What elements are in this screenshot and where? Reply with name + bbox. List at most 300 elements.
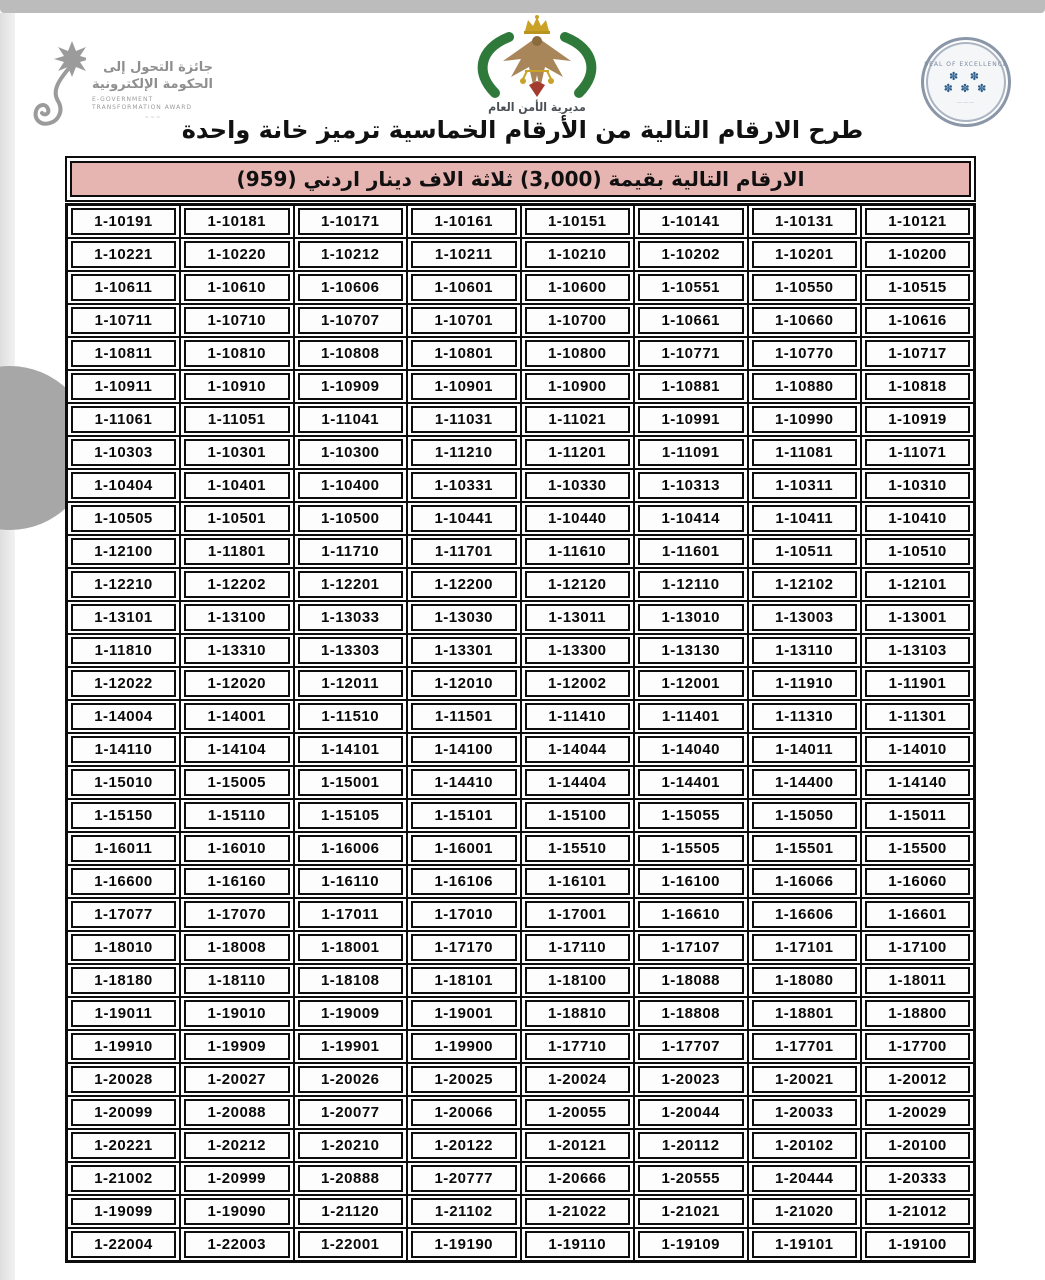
plate-number: 1-10660: [752, 307, 858, 334]
table-cell: [294, 898, 408, 931]
plate-number: 1-20333: [865, 1165, 970, 1192]
plate-number: 1-20099: [71, 1099, 176, 1126]
plate-number: 1-10410: [865, 505, 970, 532]
table-cell: [407, 304, 521, 337]
plate-number: 1-12102: [752, 571, 858, 598]
table-cell: [521, 1195, 635, 1228]
table-cell: [294, 403, 408, 436]
plate-number: 1-11501: [411, 703, 517, 730]
table-cell: [294, 1195, 408, 1228]
plate-number: 1-17010: [411, 901, 517, 928]
table-cell: [634, 370, 748, 403]
table-cell: [748, 799, 862, 832]
plate-number: 1-20212: [184, 1132, 290, 1159]
table-cell: [180, 766, 294, 799]
table-cell: [634, 469, 748, 502]
table-row: [67, 634, 975, 667]
table-cell: [748, 964, 862, 997]
table-cell: [521, 568, 635, 601]
plate-number: 1-15105: [298, 802, 404, 829]
table-cell: [67, 1129, 181, 1162]
plate-number: 1-10414: [638, 505, 744, 532]
table-cell: [634, 568, 748, 601]
plate-number: 1-14101: [298, 736, 404, 763]
table-cell: [634, 733, 748, 766]
table-cell: [67, 370, 181, 403]
table-cell: [294, 568, 408, 601]
table-cell: [67, 1162, 181, 1195]
table-cell: [748, 238, 862, 271]
plate-number: 1-18008: [184, 934, 290, 961]
plate-number: 1-13010: [638, 604, 744, 631]
table-cell: [861, 238, 975, 271]
plate-number: 1-16011: [71, 835, 176, 862]
plate-number: 1-18001: [298, 934, 404, 961]
plate-number: 1-20210: [298, 1132, 404, 1159]
plate-number: 1-14010: [865, 736, 970, 763]
plate-number: 1-11801: [184, 538, 290, 565]
plate-number: 1-14040: [638, 736, 744, 763]
plate-number: 1-19900: [411, 1033, 517, 1060]
plate-number: 1-10400: [298, 472, 404, 499]
plate-number: 1-10511: [752, 538, 858, 565]
table-row: [67, 436, 975, 469]
table-cell: [521, 1096, 635, 1129]
plate-number: 1-14104: [184, 736, 290, 763]
table-cell: [180, 403, 294, 436]
plate-number: 1-21020: [752, 1198, 858, 1225]
award-english-line2: TRANSFORMATION AWARD: [92, 104, 192, 112]
table-cell: [407, 733, 521, 766]
table-cell: [407, 601, 521, 634]
table-cell: [748, 865, 862, 898]
public-security-emblem: [447, 15, 627, 120]
plate-number: 1-13301: [411, 637, 517, 664]
plate-number: 1-11041: [298, 406, 404, 433]
table-cell: [861, 271, 975, 304]
table-cell: [294, 1162, 408, 1195]
table-cell: [634, 667, 748, 700]
table-cell: [521, 634, 635, 667]
table-cell: [294, 700, 408, 733]
table-row: [67, 304, 975, 337]
table-cell: [407, 568, 521, 601]
table-cell: [861, 205, 975, 239]
plate-number: 1-11091: [638, 439, 744, 466]
table-cell: [634, 1228, 748, 1262]
table-row: [67, 865, 975, 898]
plate-number: 1-18101: [411, 967, 517, 994]
plate-number: 1-10212: [298, 241, 404, 268]
plate-number: 1-15100: [525, 802, 631, 829]
plate-number: 1-21022: [525, 1198, 631, 1225]
table-cell: [180, 997, 294, 1030]
table-cell: [861, 964, 975, 997]
table-row: [67, 337, 975, 370]
plate-number: 1-11410: [525, 703, 631, 730]
plate-number: 1-19909: [184, 1033, 290, 1060]
plate-number: 1-10221: [71, 241, 176, 268]
table-cell: [634, 997, 748, 1030]
table-cell: [861, 799, 975, 832]
plate-number: 1-13033: [298, 604, 404, 631]
plate-number: 1-11710: [298, 538, 404, 565]
table-cell: [861, 1195, 975, 1228]
plate-number: 1-10440: [525, 505, 631, 532]
numbers-table: [65, 203, 976, 1263]
plate-number: 1-10404: [71, 472, 176, 499]
table-cell: [180, 535, 294, 568]
scan-margin-artifact: [0, 13, 15, 1280]
table-cell: [67, 997, 181, 1030]
table-cell: [861, 832, 975, 865]
plate-number: 1-10441: [411, 505, 517, 532]
plate-number: 1-11081: [752, 439, 858, 466]
plate-number: 1-18810: [525, 1000, 631, 1027]
plate-number: 1-20029: [865, 1099, 970, 1126]
table-cell: [521, 733, 635, 766]
table-cell: [67, 898, 181, 931]
plate-number: 1-10616: [865, 307, 970, 334]
plate-number: 1-10800: [525, 340, 631, 367]
plate-number: 1-13103: [865, 637, 970, 664]
table-cell: [180, 238, 294, 271]
table-cell: [521, 370, 635, 403]
table-cell: [521, 238, 635, 271]
plate-number: 1-20033: [752, 1099, 858, 1126]
plate-number: 1-10711: [71, 307, 176, 334]
plate-number: 1-18808: [638, 1000, 744, 1027]
plate-number: 1-20777: [411, 1165, 517, 1192]
plate-number: 1-15001: [298, 769, 404, 796]
table-cell: [861, 667, 975, 700]
table-cell: [294, 1030, 408, 1063]
plate-number: 1-12020: [184, 670, 290, 697]
scan-edge-artifact: [0, 0, 1045, 13]
plate-number: 1-10303: [71, 439, 176, 466]
award-english-line1: E-GOVERNMENT: [92, 95, 154, 103]
plate-number: 1-19190: [411, 1231, 517, 1258]
plate-number: 1-13110: [752, 637, 858, 664]
emblem-caption: مديرية الأمن العام: [488, 100, 586, 115]
table-cell: [294, 766, 408, 799]
price-banner-frame: [65, 156, 976, 202]
plate-number: 1-21102: [411, 1198, 517, 1225]
plate-number: 1-21012: [865, 1198, 970, 1225]
table-cell: [294, 436, 408, 469]
table-cell: [180, 700, 294, 733]
plate-number: 1-12001: [638, 670, 744, 697]
plate-number: 1-10501: [184, 505, 290, 532]
plate-number: 1-15505: [638, 835, 744, 862]
table-cell: [748, 1162, 862, 1195]
table-cell: [748, 271, 862, 304]
plate-number: 1-10300: [298, 439, 404, 466]
plate-number: 1-17101: [752, 934, 858, 961]
plate-number: 1-20444: [752, 1165, 858, 1192]
table-cell: [294, 733, 408, 766]
plate-number: 1-19010: [184, 1000, 290, 1027]
table-cell: [861, 436, 975, 469]
plate-number: 1-20024: [525, 1066, 631, 1093]
award-arabic-line1: جائزة التحول إلى: [103, 60, 213, 76]
plate-number: 1-16110: [298, 868, 404, 895]
table-row: [67, 667, 975, 700]
plate-number: 1-10701: [411, 307, 517, 334]
plate-number: 1-13101: [71, 604, 176, 631]
plate-number: 1-20121: [525, 1132, 631, 1159]
plate-number: 1-10661: [638, 307, 744, 334]
table-cell: [861, 535, 975, 568]
plate-number: 1-17701: [752, 1033, 858, 1060]
table-cell: [521, 403, 635, 436]
plate-number: 1-15510: [525, 835, 631, 862]
plate-number: 1-13011: [525, 604, 631, 631]
table-cell: [634, 535, 748, 568]
table-cell: [407, 931, 521, 964]
table-cell: [748, 634, 862, 667]
table-cell: [67, 502, 181, 535]
plate-number: 1-10181: [184, 208, 290, 235]
plate-number: 1-10910: [184, 373, 290, 400]
plate-number: 1-16610: [638, 901, 744, 928]
table-cell: [634, 601, 748, 634]
table-cell: [407, 238, 521, 271]
table-row: [67, 931, 975, 964]
plate-number: 1-14011: [752, 736, 858, 763]
plate-number: 1-19009: [298, 1000, 404, 1027]
table-cell: [407, 667, 521, 700]
table-cell: [407, 271, 521, 304]
table-cell: [748, 931, 862, 964]
table-cell: [861, 403, 975, 436]
table-cell: [294, 1096, 408, 1129]
plate-number: 1-10710: [184, 307, 290, 334]
seal-stars-icon: ✽ ✽ ✽ ✽ ✽: [943, 69, 989, 95]
table-cell: [521, 1129, 635, 1162]
table-cell: [634, 304, 748, 337]
plate-number: 1-20077: [298, 1099, 404, 1126]
table-cell: [521, 964, 635, 997]
table-cell: [634, 436, 748, 469]
table-cell: [180, 964, 294, 997]
table-cell: [294, 271, 408, 304]
table-cell: [407, 1129, 521, 1162]
table-cell: [861, 1030, 975, 1063]
plate-number: 1-10515: [865, 274, 970, 301]
table-cell: [521, 931, 635, 964]
page-title: طرح الارقام التالية من الأرقام الخماسية ترميز خانة واحدة: [181, 116, 864, 144]
plate-number: 1-18010: [71, 934, 176, 961]
table-cell: [294, 370, 408, 403]
plate-number: 1-11901: [865, 670, 970, 697]
plate-number: 1-10808: [298, 340, 404, 367]
table-cell: [180, 1096, 294, 1129]
plate-number: 1-18108: [298, 967, 404, 994]
plate-number: 1-21002: [71, 1165, 176, 1192]
table-cell: [180, 1162, 294, 1195]
plate-number: 1-17011: [298, 901, 404, 928]
plate-number: 1-20028: [71, 1066, 176, 1093]
table-cell: [861, 700, 975, 733]
plate-number: 1-10909: [298, 373, 404, 400]
plate-number: 1-19001: [411, 1000, 517, 1027]
table-cell: [861, 469, 975, 502]
table-cell: [294, 634, 408, 667]
table-cell: [180, 1228, 294, 1262]
table-cell: [634, 766, 748, 799]
table-cell: [521, 766, 635, 799]
table-cell: [521, 1030, 635, 1063]
plate-number: 1-12200: [411, 571, 517, 598]
table-cell: [407, 997, 521, 1030]
plate-number: 1-11810: [71, 637, 176, 664]
plate-number: 1-12201: [298, 571, 404, 598]
plate-number: 1-19090: [184, 1198, 290, 1225]
plate-number: 1-17170: [411, 934, 517, 961]
plate-number: 1-12101: [865, 571, 970, 598]
plate-number: 1-20021: [752, 1066, 858, 1093]
table-row: [67, 535, 975, 568]
table-cell: [634, 337, 748, 370]
plate-number: 1-15150: [71, 802, 176, 829]
table-cell: [634, 832, 748, 865]
table-cell: [180, 1129, 294, 1162]
plate-number: 1-19901: [298, 1033, 404, 1060]
plate-number: 1-16010: [184, 835, 290, 862]
table-cell: [521, 337, 635, 370]
plate-number: 1-10131: [752, 208, 858, 235]
table-cell: [861, 766, 975, 799]
plate-number: 1-10818: [865, 373, 970, 400]
table-row: [67, 403, 975, 436]
plate-number: 1-15501: [752, 835, 858, 862]
table-cell: [407, 205, 521, 239]
table-cell: [180, 205, 294, 239]
plate-number: 1-11510: [298, 703, 404, 730]
table-cell: [407, 799, 521, 832]
table-cell: [67, 469, 181, 502]
plate-number: 1-10551: [638, 274, 744, 301]
table-row: [67, 1195, 975, 1228]
plate-number: 1-18080: [752, 967, 858, 994]
table-cell: [748, 667, 862, 700]
table-cell: [634, 205, 748, 239]
plate-number: 1-15055: [638, 802, 744, 829]
table-cell: [748, 1096, 862, 1129]
award-fineprint: ~ ~ ~: [144, 114, 161, 121]
plate-number: 1-11601: [638, 538, 744, 565]
plate-number: 1-10550: [752, 274, 858, 301]
table-row: [67, 238, 975, 271]
plate-number: 1-12110: [638, 571, 744, 598]
table-cell: [294, 667, 408, 700]
table-cell: [634, 898, 748, 931]
seal-fineprint: ﹏﹏﹏: [956, 97, 975, 104]
plate-number: 1-12202: [184, 571, 290, 598]
plate-number: 1-20026: [298, 1066, 404, 1093]
table-cell: [180, 436, 294, 469]
table-cell: [67, 337, 181, 370]
plate-number: 1-14404: [525, 769, 631, 796]
table-cell: [748, 997, 862, 1030]
plate-number: 1-12120: [525, 571, 631, 598]
table-row: [67, 1096, 975, 1129]
table-row: [67, 1030, 975, 1063]
plate-number: 1-10210: [525, 241, 631, 268]
table-cell: [180, 271, 294, 304]
plate-number: 1-10911: [71, 373, 176, 400]
table-cell: [180, 865, 294, 898]
plate-number: 1-10330: [525, 472, 631, 499]
plate-number: 1-10401: [184, 472, 290, 499]
plate-number: 1-10811: [71, 340, 176, 367]
plate-number: 1-20025: [411, 1066, 517, 1093]
plate-number: 1-11051: [184, 406, 290, 433]
table-cell: [67, 733, 181, 766]
table-cell: [861, 898, 975, 931]
table-cell: [407, 766, 521, 799]
table-cell: [294, 502, 408, 535]
table-cell: [521, 667, 635, 700]
plate-number: 1-11701: [411, 538, 517, 565]
table-cell: [407, 1030, 521, 1063]
plate-number: 1-20027: [184, 1066, 290, 1093]
table-cell: [521, 832, 635, 865]
table-cell: [861, 1096, 975, 1129]
table-cell: [861, 304, 975, 337]
table-cell: [67, 436, 181, 469]
table-cell: [748, 205, 862, 239]
plate-number: 1-14140: [865, 769, 970, 796]
table-cell: [294, 469, 408, 502]
plate-number: 1-20888: [298, 1165, 404, 1192]
plate-number: 1-13001: [865, 604, 970, 631]
plate-number: 1-19011: [71, 1000, 176, 1027]
plate-number: 1-13030: [411, 604, 517, 631]
table-cell: [634, 1096, 748, 1129]
plate-number: 1-10601: [411, 274, 517, 301]
plate-number: 1-10770: [752, 340, 858, 367]
table-cell: [748, 469, 862, 502]
plate-number: 1-18801: [752, 1000, 858, 1027]
table-cell: [861, 931, 975, 964]
plate-number: 1-22003: [184, 1231, 290, 1258]
table-cell: [521, 469, 635, 502]
plate-number: 1-20666: [525, 1165, 631, 1192]
table-cell: [67, 304, 181, 337]
plate-number: 1-14001: [184, 703, 290, 730]
plate-number: 1-17110: [525, 934, 631, 961]
table-cell: [67, 1228, 181, 1262]
table-cell: [521, 898, 635, 931]
plate-number: 1-14110: [71, 736, 176, 763]
price-banner: الارقام التالية بقيمة (3,000) ثلاثة الاف دينار اردني (959): [70, 161, 971, 197]
table-cell: [67, 1195, 181, 1228]
plate-number: 1-17070: [184, 901, 290, 928]
plate-number: 1-16606: [752, 901, 858, 928]
table-cell: [521, 535, 635, 568]
table-cell: [634, 964, 748, 997]
table-cell: [748, 1228, 862, 1262]
table-cell: [521, 1228, 635, 1262]
table-cell: [634, 1030, 748, 1063]
plate-number: 1-10311: [752, 472, 858, 499]
plate-number: 1-10606: [298, 274, 404, 301]
table-cell: [180, 337, 294, 370]
plate-number: 1-10801: [411, 340, 517, 367]
plate-number: 1-15101: [411, 802, 517, 829]
